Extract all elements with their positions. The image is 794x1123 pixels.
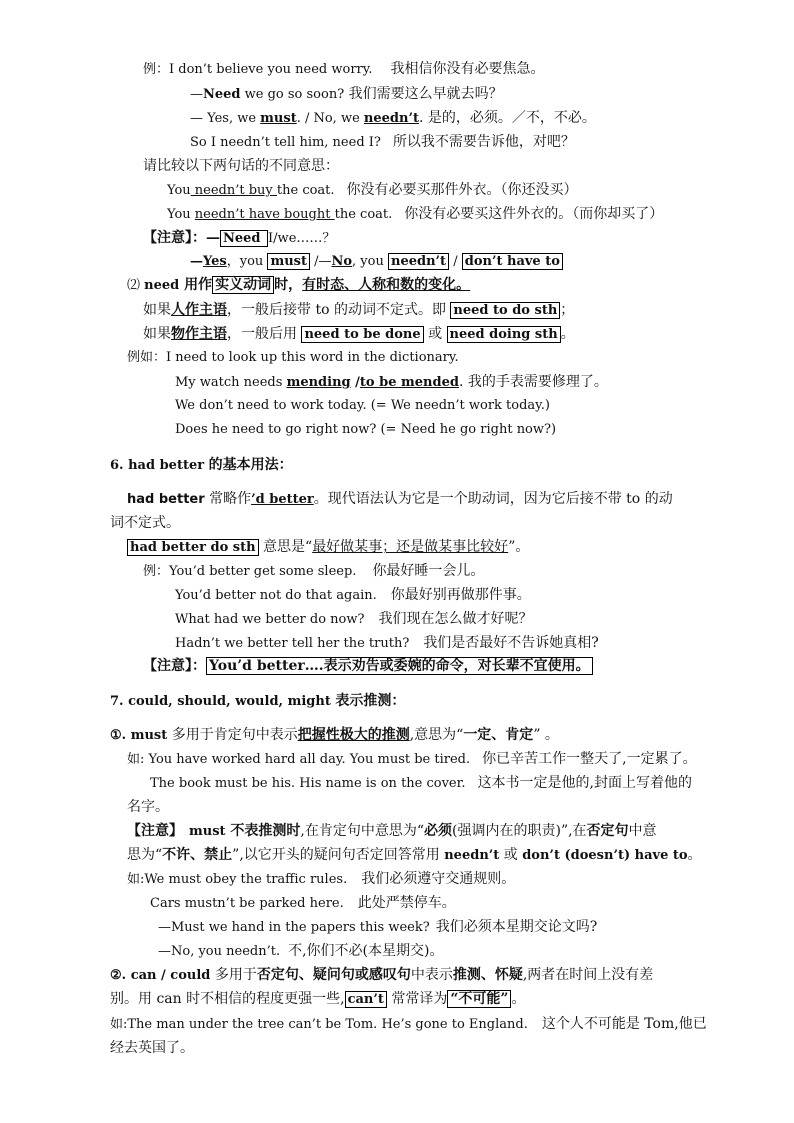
note-line: 【注意】： You’d better….表示劝告或委婉的命令，对长辈不宜使用。 <box>143 658 593 675</box>
example-line: You’d better not do that again. 你最好别再做那件事。 <box>175 587 531 603</box>
rule-line: ②. can / could 多用于否定句、疑问句或感叹句中表示推测、怀疑,两者在时间上没有差 <box>110 967 654 983</box>
example-line: We don’t need to work today. (= We needn’t work today.) <box>175 398 551 413</box>
example-line: So I needn’t tell him, need I? 所以我不需要告诉他，对吧？ <box>190 134 575 150</box>
rule-line: 别。用 can 时不相信的程度更强一些, can’t 常常译为 “不可能” 。 <box>110 991 526 1007</box>
note-line: 【注意】：— Need I/we……？ <box>143 230 336 246</box>
note-line: 【注意】 must 不表推测时,在肯定句中意思为“必须(强调内在的职责)”,在否定句中意 <box>127 823 657 839</box>
example-line: —Must we hand in the papers this week? 我们必须本星期交论文吗? <box>158 919 598 935</box>
example-line: Does he need to go right now? (= Need he go right now?) <box>175 422 557 437</box>
note-line: —Yes，you must /—No, you needn’t / don’t have to <box>190 254 563 270</box>
example-line: Hadn’t we better tell her the truth? 我们是否最好不告诉她真相? <box>175 635 599 651</box>
paragraph-line: had better do sth 意思是“最好做某事；还是做某事比较好”。 <box>127 539 529 556</box>
example-line: 如: You have worked hard all day. You must be tired. 你已辛苦工作一整天了,一定累了。 <box>127 751 697 767</box>
subsection-heading: ⑵ need 用作 实义动词 时，有时态、人称和数的变化。 <box>127 277 471 293</box>
example-line: 如:The man under the tree can’t be Tom. He’s gone to England. 这个人不可能是 Tom,他已 <box>110 1016 707 1032</box>
example-line: 经去英国了。 <box>110 1040 194 1056</box>
note-line: 思为“不许、禁止”,以它开头的疑问句否定回答常用 needn’t 或 don’t (doesn’t) have to。 <box>127 847 702 863</box>
rule-line: 如果物作主语，一般后用 need to be done 或 need doing sth 。 <box>143 326 575 342</box>
paragraph-line: had better 常略作’d better。现代语法认为它是一个助动词，因为它后接不带 to 的动 <box>127 491 673 507</box>
rule-line: 如果人作主语，一般后接带 to 的动词不定式。即 need to do sth ； <box>143 302 575 318</box>
rule-line: ①. must 多用于肯定句中表示把握性极大的推测,意思为“一定、肯定” 。 <box>110 727 559 743</box>
paragraph-line: 词不定式。 <box>110 515 180 531</box>
example-line: 例：You’d better get some sleep. 你最好睡一会儿。 <box>143 563 485 579</box>
example-line: You needn’t buy the coat. 你没有必要买那件外衣。（你还没买） <box>167 182 578 198</box>
instruction-text: 请比较以下两句话的不同意思： <box>143 158 339 174</box>
example-line: 例如：I need to look up this word in the dictionary. <box>127 350 459 365</box>
example-line: —Need we go so soon? 我们需要这么早就去吗？ <box>190 86 503 102</box>
example-line: The book must be his. His name is on the cover. 这本书一定是他的,封面上写着他的 <box>150 775 693 791</box>
section-heading: 6. had better 的基本用法： <box>110 457 293 473</box>
example-line: 名字。 <box>127 799 169 815</box>
example-line: My watch needs mending /to be mended. 我的手表需要修理了。 <box>175 374 608 390</box>
example-line: You needn’t have bought the coat. 你没有必要买这件外衣的。（而你却买了） <box>167 206 664 222</box>
example-line: — Yes, we must. / No, we needn’t. 是的，必须。／不，不必。 <box>190 110 596 126</box>
example-line: 例：I don’t believe you need worry. 我相信你没有必要焦急。 <box>143 61 545 77</box>
example-line: What had we better do now? 我们现在怎么做才好呢？ <box>175 611 533 627</box>
example-line: 如:We must obey the traffic rules. 我们必须遵守交通规则。 <box>127 871 516 887</box>
example-line: —No, you needn’t. 不,你们不必(本星期交)。 <box>158 943 444 959</box>
section-heading: 7. could, should, would, might 表示推测： <box>110 693 406 709</box>
example-line: Cars mustn’t be parked here. 此处严禁停车。 <box>150 895 456 911</box>
